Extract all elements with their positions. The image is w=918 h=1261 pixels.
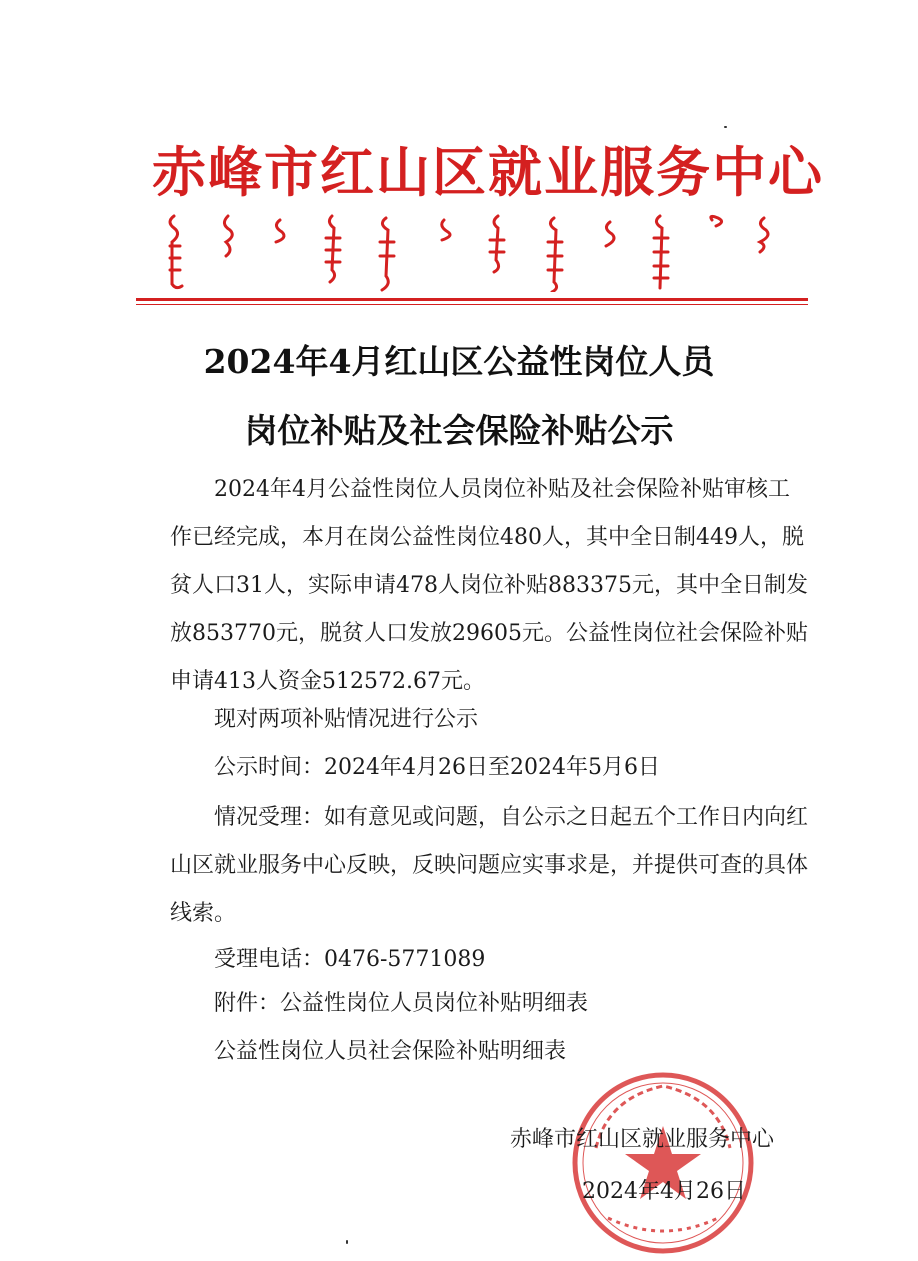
document-title-line-2: 岗位补贴及社会保险补贴公示 xyxy=(244,411,674,450)
official-seal xyxy=(568,1068,758,1258)
body-paragraph-summary: 2024年4月公益性岗位人员岗位补贴及社会保险补贴审核工作已经完成，本月在岗公益性岗位480人，其中全日制449人，脱贫人口31人，实际申请478人岗位补贴883375元，其中全日制发放853770元，脱贫人口发放29605元。公益性岗位社会保险补贴申请413人资金512572.67元。 xyxy=(170,477,808,694)
letterhead-title: 赤峰市红山区就业服务中心 xyxy=(152,141,824,204)
scan-speck xyxy=(346,1240,348,1244)
attachment-list-2: 公益性岗位人员社会保险补贴明细表 xyxy=(214,1039,567,1064)
body-paragraph-notice: 现对两项补贴情况进行公示 xyxy=(214,707,479,732)
publicity-period: 公示时间：2024年4月26日至2024年5月6日 xyxy=(214,755,660,780)
scan-speck xyxy=(724,126,727,128)
letterhead-mongolian-script xyxy=(160,212,780,292)
complaint-handling: 情况受理：如有意见或问题，自公示之日起五个工作日内向红山区就业服务中心反映，反映问题应实事求是，并提供可查的具体线索。 xyxy=(170,805,809,926)
attachment-list-1: 附件：公益性岗位人员岗位补贴明细表 xyxy=(214,991,589,1016)
document-title-line-1: 2024年4月红山区公益性岗位人员 xyxy=(203,342,715,381)
contact-phone: 受理电话：0476-5771089 xyxy=(214,947,486,972)
letterhead-rule-thin xyxy=(136,304,808,305)
letterhead-rule-thick xyxy=(136,298,808,301)
signature-organization: 赤峰市红山区就业服务中心 xyxy=(510,1127,775,1152)
signature-date: 2024年4月26日 xyxy=(582,1179,746,1204)
